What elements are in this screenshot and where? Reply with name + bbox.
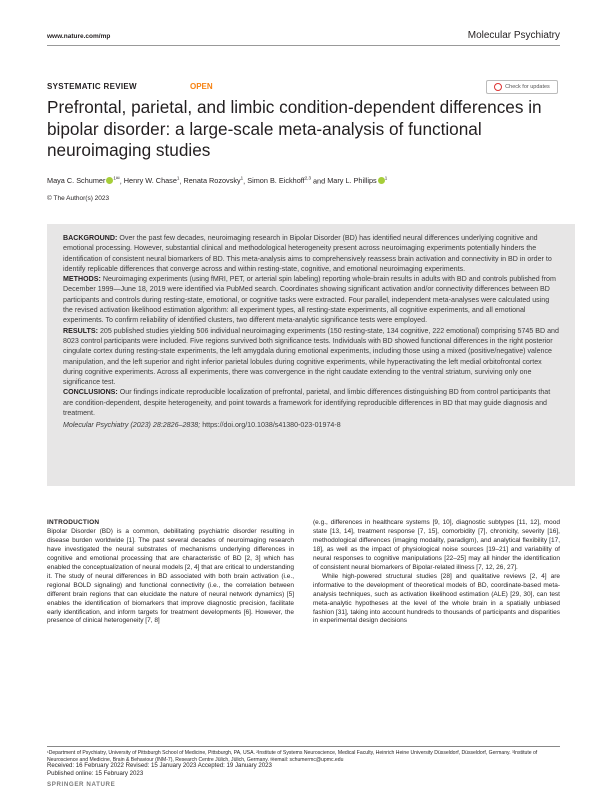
author-3[interactable]: Renata Rozovsky$^1$ xyxy=(183,176,244,186)
published-date: Published online: 15 February 2023 xyxy=(47,769,144,777)
received-dates: Received: 16 February 2022 Revised: 15 January 2023 Accepted: 19 January 2023 xyxy=(47,762,272,769)
abstract-conclusions: CONCLUSIONS: Our findings indicate reproducible localization of prefrontal, parietal, and limbic differences distinguishing BD from control participants that are condition-dependent, despite heterogeneity, and point towards a framework for identifying reproducible differences in BD that may guide diagnosis and treatment. xyxy=(63,388,551,418)
mail-icon[interactable]: ✉ xyxy=(115,176,120,181)
open-access-label: OPEN xyxy=(190,82,213,91)
check-updates-button[interactable] xyxy=(486,80,558,94)
author-1[interactable]: Maya C. Schumer $^{1✉}$ xyxy=(47,176,120,186)
intro-paragraph-2: (e.g., differences in healthcare systems [9, 10], diagnostic subtypes [11, 12], mood state [13, 14], treatment response [7, 15], comorbidity [7], chronicity, severity [16], methodological differences (imaging modality, paradigm), and analytical flexibility [17, 18], as well as the impact of physiological noise sources [19–21] and variability of neural responses to cognitive manipulations [22–25] may all hinder the identification of consistent neural biomarkers of Bipolar-related illness [7, 12, 26, 27]. xyxy=(313,519,560,571)
abstract-box xyxy=(47,224,575,486)
abstract-background: BACKGROUND: Over the past few decades, neuroimaging research in Bipolar Disorder (BD) has identified neural differences underlying cognitive and emotional processing. However, substantial clinical and methodological heterogeneity present across neuroimaging experiments potentially hinders the identification of consistent neural biomarkers of BD. This meta-analysis aims to comprehensively reassess brain activation and connectivity in BD in order to identify replicable differences that converge across and within resting-state, cognitive, and emotional neuroimaging experiments. xyxy=(63,234,552,273)
affiliations: ¹Department of Psychiatry, University of Pittsburgh School of Medicine, Pittsburgh, PA, USA. ²Institute of Systems Neuroscience, Medical Faculty, Heinrich Heine University Düsseldorf, Düsseldorf, Germany. ³Institute of Neuroscience and Medicine, Brain & Behaviour (INM-7), Research Centre Jülich, Jülich, Germany. ✉email: schumermc@upmc.edu xyxy=(47,746,560,764)
publisher-logo: SPRINGER NATURE xyxy=(47,781,116,788)
header-rule xyxy=(47,45,560,46)
author-2[interactable]: Henry W. Chase$^1$ xyxy=(123,176,180,186)
orcid-icon[interactable] xyxy=(378,177,385,184)
journal-url[interactable]: www.nature.com/mp xyxy=(47,33,111,40)
doi-link[interactable]: https://doi.org/10.1038/s41380-023-01974-8 xyxy=(202,421,341,430)
citation-line: Molecular Psychiatry (2023) 28:2826–2838; https://doi.org/10.1038/s41380-023-01974-8 xyxy=(63,421,341,430)
check-updates-icon xyxy=(494,83,502,91)
intro-paragraph-1: Bipolar Disorder (BD) is a common, debilitating psychiatric disorder resulting in disease burden worldwide [1]. The past several decades of neuroimaging research have investigated the neural substrates of mechanisms underlying differences in cognitive and emotional processing that are characteristic of BD [2, 3] which has enabled the conceptualization of neural models [2, 4] that are critical to understanding it. The study of neural differences in BD associated with both brain activation (i.e., regional BOLD signaling) and functional connectivity (i.e., the correlation between different brain regions that can elucidate the nature of neural network dynamics) [5] enables the identification of biomarkers that improve diagnostic precision, facilitate early identification, and inform targets for treatment developments [6]. However, the presence of clinical heterogeneity [7, 8] xyxy=(47,527,294,625)
author-4[interactable]: Simon B. Eickhoff$^{2,3}$ xyxy=(247,176,311,186)
intro-column-right xyxy=(313,519,560,626)
article-type-label: SYSTEMATIC REVIEW xyxy=(47,82,137,91)
intro-column-left xyxy=(47,519,294,626)
author-5[interactable]: Mary L. Phillips $^1$ xyxy=(327,176,388,186)
intro-paragraph-3: While high-powered structural studies [28] and qualitative reviews [2, 4] are informative to the development of theoretical models of BD, coordinate-based meta-analysis techniques, such as activation likelihood estimation (ALE) [29, 30], can test meta-analytic hypotheses at the level of the whole brain in a spatially unbiased fashion [31], taking into account hundreds to thousands of participants and disparities in experimental design decisions xyxy=(313,572,560,625)
abstract-methods: METHODS: Neuroimaging experiments (using fMRI, PET, or arterial spin labeling) reporting whole-brain results in adults with BD and controls published from December 1999—June 18, 2019 were identified via PubMed search. Coordinates showing significant activation and/or connectivity differences between BD participants and controls during resting-state, emotional, or cognitive tasks were extracted. Four parallel, independent meta-analyses were calculated using the revised activation likelihood estimation algorithm: all experiment types, all resting-state experiments, all cognitive experiments, and all emotional experiments. To confirm reliability of identified clusters, two different meta-analytic significance tests were employed. xyxy=(63,275,556,325)
abstract-results: RESULTS: 205 published studies yielding 506 individual neuroimaging experiments (150 resting-state, 134 cognitive, 222 emotional) comprising 5745 BD and 8023 control participants were included. Five regions survived both significance tests. Individuals with BD showed functional differences in the right posterior cingulate cortex during resting-state experiments, the left amygdala during emotional experiments, including those using a mixed (positive/negative) valence manipulation, and the left superior and right inferior parietal lobules during cognitive experiments, while hyperactivating the left medial orbitofrontal cortex during cognitive experiments. Across all experiments, there was convergence in the right caudate extending to the ventral striatum, surviving only one significance test. xyxy=(63,326,559,387)
journal-name: Molecular Psychiatry xyxy=(467,30,560,41)
check-updates-label: Check for updates xyxy=(505,84,550,90)
article-dates xyxy=(47,762,560,778)
copyright-line: © The Author(s) 2023 xyxy=(47,195,110,202)
article-title: Prefrontal, parietal, and limbic condition-dependent differences in bipolar disorder: a large-scale meta-analysis of functional neuroimaging studies xyxy=(47,97,542,160)
author-list: Maya C. Schumer $^{1✉}$, Henry W. Chase$^1$, Renata Rozovsky$^1$, Simon B. Eickhoff$^{2,3}$ and Mary L. Phillips $^1$ xyxy=(47,176,388,186)
intro-heading: INTRODUCTION xyxy=(47,519,100,526)
